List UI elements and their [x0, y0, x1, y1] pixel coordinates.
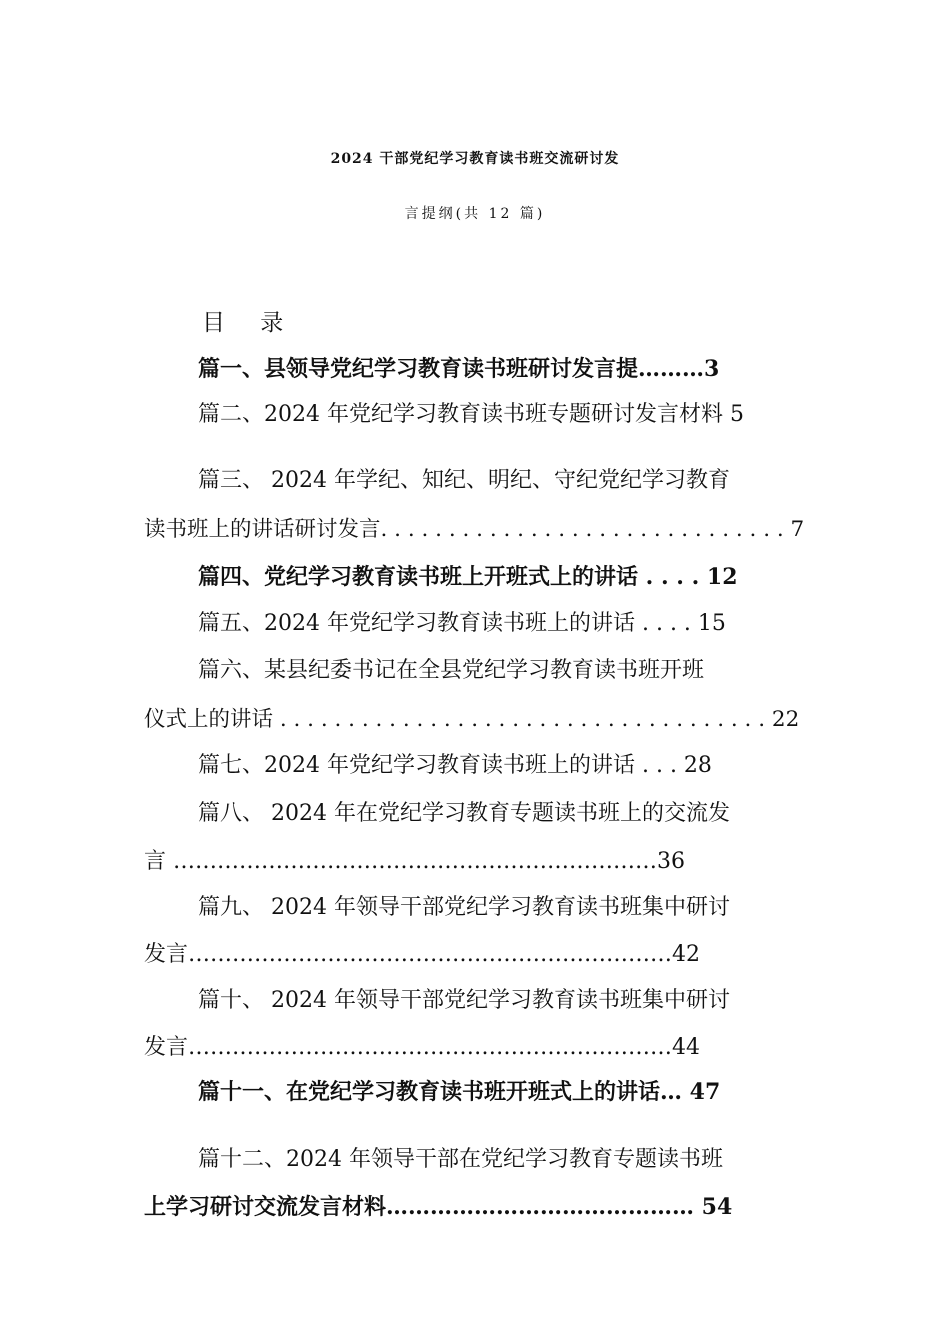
toc-entry-7: 篇七、2024 年党纪学习教育读书班上的讲话 . . . 28 — [198, 753, 712, 778]
document-title-line-2: 言提纲(共 12 篇) — [404, 206, 546, 222]
toc-entry-10-line-2: 发言…………………………………………………………44 — [144, 1035, 700, 1060]
toc-entry-3-line-1: 篇三、 2024 年学纪、知纪、明纪、守纪党纪学习教育 — [198, 468, 730, 493]
toc-entry-12-line-1: 篇十二、2024 年领导干部在党纪学习教育专题读书班 — [198, 1147, 723, 1172]
toc-entry-9-line-2: 发言…………………………………………………………42 — [144, 942, 700, 967]
toc-entry-6-line-1: 篇六、某县纪委书记在全县党纪学习教育读书班开班 — [198, 658, 705, 683]
toc-entry-1: 篇一、县领导党纪学习教育读书班研讨发言提………3 — [198, 356, 720, 382]
toc-entry-11: 篇十一、在党纪学习教育读书班开班式上的讲话… 47 — [198, 1079, 721, 1105]
toc-entry-4: 篇四、党纪学习教育读书班上开班式上的讲话 . . . . 12 — [198, 564, 738, 590]
toc-entry-5: 篇五、2024 年党纪学习教育读书班上的讲话 . . . . 15 — [198, 611, 726, 636]
toc-entry-10-line-1: 篇十、 2024 年领导干部党纪学习教育读书班集中研讨 — [198, 988, 730, 1013]
toc-entry-8-line-2: 言 …………………………………………………………36 — [144, 849, 685, 874]
toc-entry-6-line-2: 仪式上的讲话 . . . . . . . . . . . . . . . . . . . . . . . . . . . . . . . . . . . . 22 — [144, 707, 800, 732]
document-title-line-1: 2024 干部党纪学习教育读书班交流研讨发 — [330, 151, 620, 167]
toc-entry-8-line-1: 篇八、 2024 年在党纪学习教育专题读书班上的交流发 — [198, 801, 730, 826]
toc-entry-3-line-2: 读书班上的讲话研讨发言. . . . . . . . . . . . . . . . . . . . . . . . . . . . . . 7 — [144, 517, 805, 542]
toc-entry-2: 篇二、2024 年党纪学习教育读书班专题研讨发言材料 5 — [198, 402, 744, 427]
toc-heading: 目 录 — [202, 310, 298, 336]
toc-entry-9-line-1: 篇九、 2024 年领导干部党纪学习教育读书班集中研讨 — [198, 895, 730, 920]
toc-entry-12-line-2: 上学习研讨交流发言材料…………………………………… 54 — [144, 1194, 733, 1220]
